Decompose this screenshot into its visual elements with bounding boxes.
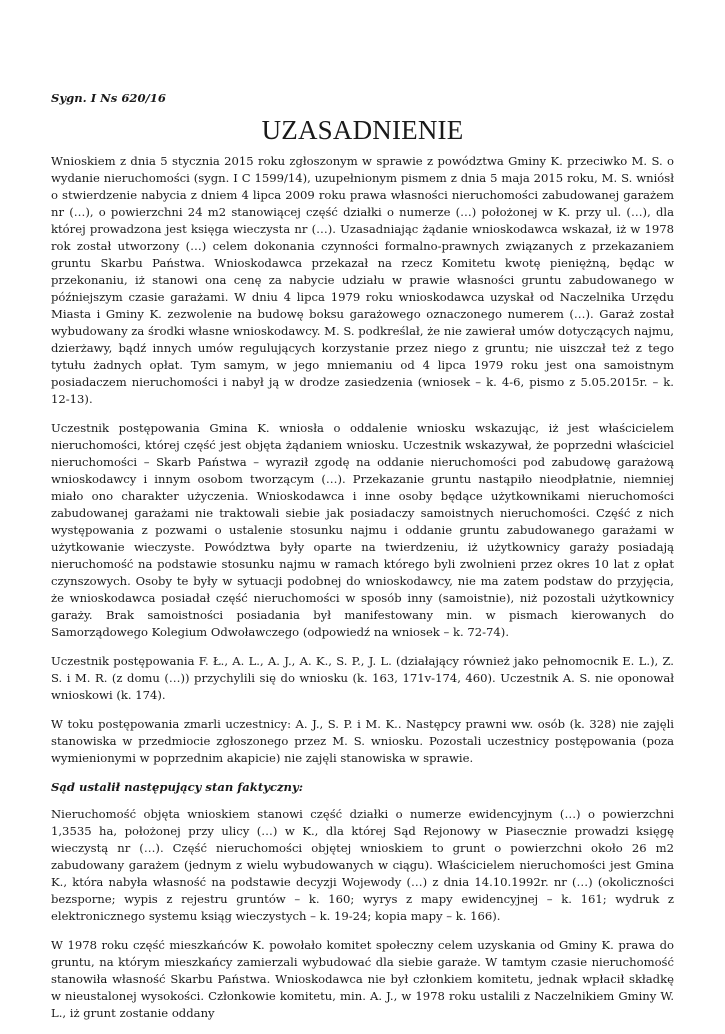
case-signature: Sygn. I Ns 620/16 (51, 91, 166, 105)
paragraph-property-description: Nieruchomość objęta wnioskiem stanowi część działki o numerze ewidencyjnym (…) o powierzchni 1,3535 ha, położonej przy ulicy (…) w K., dla której Sąd Rejonowy w Piasecznie prowadzi księgę wieczystą nr (…). Część nieruchomości objętej wnioskiem to grunt o powierzchni około 26 m2 zabudowany garażem (jednym z wielu wybudowanych w ciągu). Właścicielem nieruchomości jest Gmina K., która nabyła własność na podstawie decyzji Wojewody (…) z dnia 14.10.1992r. nr (…) (okoliczności bezsporne; wypis z rejestru gruntów – k. 160; wyrys z mapy ewidencyjnej – k. 161; wydruk z elektronicznego systemu ksiąg wieczystych – k. 19-24; kopia mapy – k. 166). (51, 807, 674, 923)
document-title: UZASADNIENIE (261, 115, 464, 145)
paragraph-committee-history: W 1978 roku część mieszkańców K. powołało komitet społeczny celem uzyskania od Gminy K. prawa do gruntu, na którym mieszkańcy zamierzali wybudować dla siebie garaże. W tamtym czasie nieruchomość stanowiła własność Skarbu Państwa. Wnioskodawca nie był członkiem komitetu, jednak wpłacił składkę w nieustalonej wysokości. Członkowie komitetu, min. A. J., w 1978 roku ustalili z Naczelnikiem Gminy W. L., iż grunt zostanie oddany (51, 938, 674, 1020)
paragraph-deceased-participants: W toku postępowania zmarli uczestnicy: A. J., S. P. i M. K.. Następcy prawni ww. osób (k. 328) nie zajęli stanowiska w przedmiocie zgłoszonego przez M. S. wniosku. Pozostali uczestnicy postępowania (poza wymienionymi w poprzednim akapicie) nie zajęli stanowiska w sprawie. (51, 717, 674, 765)
document-body (51, 90, 674, 1034)
paragraph-motion: Wnioskiem z dnia 5 stycznia 2015 roku zgłoszonym w sprawie z powództwa Gminy K. przeciwko M. S. o wydanie nieruchomości (sygn. I C 1599/14), uzupełnionym pismem z dnia 5 maja 2015 roku, M. S. wniósł o stwierdzenie nabycia z dniem 4 lipca 2009 roku prawa własności nieruchomości zabudowanej garażem nr (…), o powierzchni 24 m2 stanowiącej część działki o numerze (…) położonej w K. przy ul. (…), dla której prowadzona jest księga wieczysta nr (…). Uzasadniając żądanie wnioskodawca wskazał, iż w 1978 rok został utworzony (…) celem dokonania czynności formalno-prawnych związanych z przekazaniem gruntu Skarbu Państwa. Wnioskodawca przekazał na rzecz Komitetu kwotę pieniężną, będąc w przekonaniu, iż stanowi ona cenę za nabycie udziału w prawie własności gruntu zabudowanego w późniejszym czasie garażami. W dniu 4 lipca 1979 roku wnioskodawca uzyskał od Naczelnika Urzędu Miasta i Gminy K. zezwolenie na budowę boksu garażowego oznaczonego numerem (…). Garaż został wybudowany za środki własne wnioskodawcy. M. S. podkreślał, że nie zawierał umów dotyczących najmu, dzierżawy, bądź innych umów regulujących korzystanie przez niego z gruntu; nie uiszczał też z tego tytułu żadnych opłat. Tym samym, w jego mniemaniu od 4 lipca 1979 roku jest ona samoistnym posiadaczem nieruchomości i nabył ją w drodze zasiedzenia (wniosek – k. 4-6, pismo z 5.05.2015r. – k. 12-13). (51, 154, 674, 406)
findings-heading: Sąd ustalił następujący stan faktyczny: (51, 780, 304, 794)
paragraph-municipality-response: Uczestnik postępowania Gmina K. wniosła o oddalenie wniosku wskazując, iż jest właścicielem nieruchomości, której część jest objęta żądaniem wniosku. Uczestnik wskazywał, że poprzedni właściciel nieruchomości – Skarb Państwa – wyraził zgodę na oddanie nieruchomości pod zabudowę garażową wnioskodawcy i innym osobom tworzącym (…). Przekazanie gruntu nastąpiło nieodpłatnie, niemniej miało ono charakter użyczenia. Wnioskodawca i inne osoby będące użytkownikami nieruchomości zabudowanej garażami nie traktowali siebie jak posiadaczy samoistnych nieruchomości. Część z nich występowania z pozwami o ustalenie stosunku najmu i oddanie gruntu zabudowanego garażami w użytkowanie wieczyste. Powództwa były oparte na twierdzeniu, iż użytkownicy garaży posiadają nieruchomość na podstawie stosunku najmu w ramach którego byli zwolnieni przez okres 10 lat z opłat czynszowych. Osoby te były w sytuacji podobnej do wnioskodawcy, nie ma zatem podstaw do przyjęcia, że wnioskodawca posiadał część nieruchomości w sposób inny (samoistnie), niż pozostali użytkownicy garaży. Brak samoistności posiadania był manifestowany min. w pismach kierowanych do Samorządowego Kolegium Odwoławczego (odpowiedź na wniosek – k. 72-74). (51, 421, 674, 639)
paragraph-participants-support: Uczestnik postępowania F. Ł., A. L., A. J., A. K., S. P., J. L. (działający również jako pełnomocnik E. L.), Z. S. i M. R. (z domu (…)) przychylili się do wniosku (k. 163, 171v-174, 460). Uczestnik A. S. nie oponował wnioskowi (k. 174). (51, 654, 674, 702)
